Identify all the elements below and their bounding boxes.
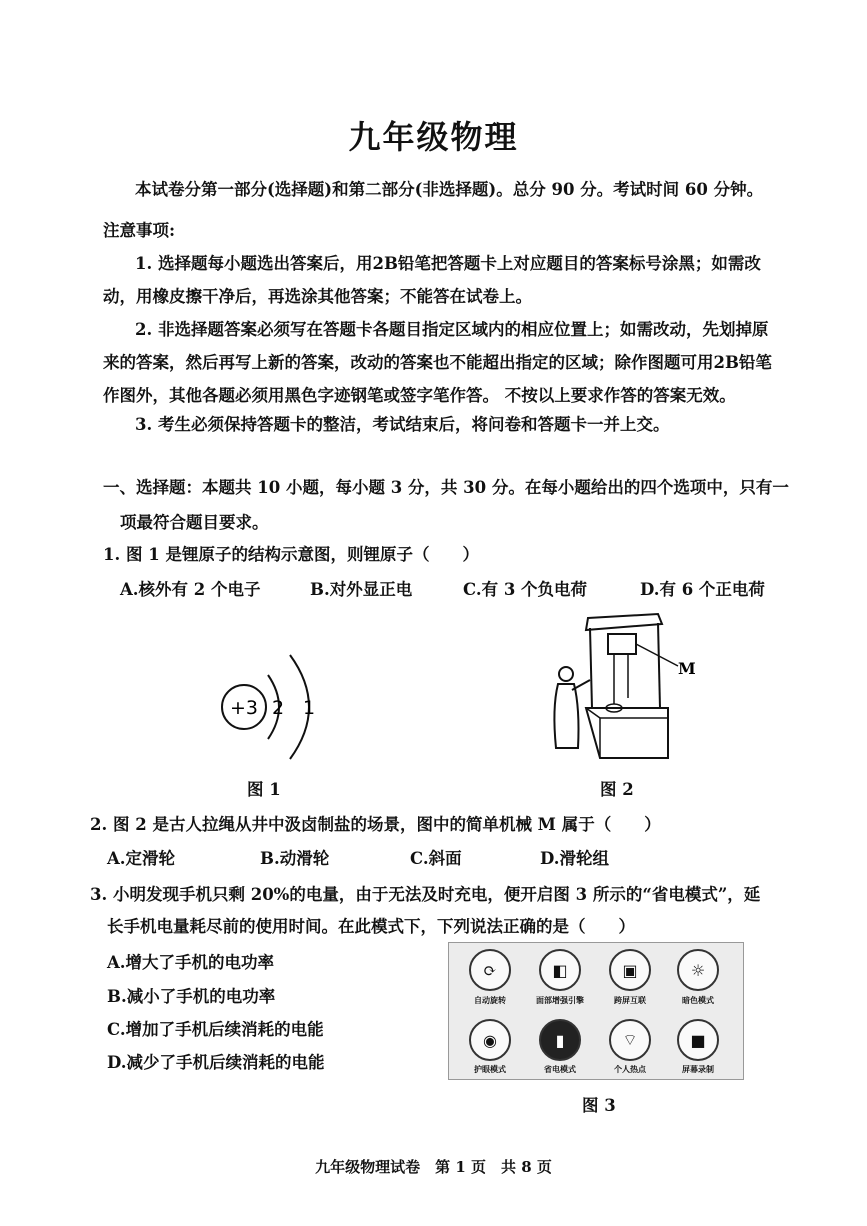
q2-option-c: C.斜面 xyxy=(410,849,462,868)
tile-label: 暗色模式 xyxy=(682,996,714,1005)
notice-item-1-line-1: 1. 选择题每小题选出答案后，用2B铅笔把答题卡上对应题目的答案标号涂黑；如需改 xyxy=(135,254,761,273)
q1-stem: 1. 图 1 是锂原子的结构示意图，则锂原子（ ） xyxy=(103,545,479,564)
q2-option-d: D.滑轮组 xyxy=(540,849,609,868)
exam-intro: 本试卷分第一部分(选择题)和第二部分(非选择题)。总分 90 分。考试时间 60 分钟。 xyxy=(135,180,764,199)
eye-icon: ◉ xyxy=(469,1019,511,1061)
shell-2-electrons: 1 xyxy=(302,697,316,719)
notice-item-2-line-1: 2. 非选择题答案必须写在答题卡各题目指定区域内的相应位置上；如需改动，先划掉原 xyxy=(135,320,769,339)
q1-option-c: C.有 3 个负电荷 xyxy=(463,580,588,599)
battery-icon: ▮ xyxy=(539,1019,581,1061)
figure-3-caption: 图 3 xyxy=(582,1096,616,1115)
q3-option-d: D.减少了手机后续消耗的电能 xyxy=(107,1053,325,1072)
rotate-icon: ⟳ xyxy=(469,949,511,991)
q3-stem-line-2: 长手机电量耗尽前的使用时间。在此模式下，下列说法正确的是（ ） xyxy=(107,917,635,936)
q1-option-d: D.有 6 个正电荷 xyxy=(640,580,765,599)
page-title: 九年级物理 xyxy=(348,118,519,156)
q3-option-a: A.增大了手机的电功率 xyxy=(107,953,275,972)
sun-icon: ☼ xyxy=(677,949,719,991)
q1-option-b: B.对外显正电 xyxy=(310,580,413,599)
figure-3-phone-panel xyxy=(448,942,744,1080)
figure-2-caption: 图 2 xyxy=(600,780,634,799)
tile-label: 个人热点 xyxy=(614,1065,646,1074)
section-1-line-2: 项最符合题目要求。 xyxy=(120,513,269,532)
q1-option-a: A.核外有 2 个电子 xyxy=(120,580,261,599)
q3-option-c: C.增加了手机后续消耗的电能 xyxy=(107,1020,324,1039)
tile-label: 跨屏互联 xyxy=(614,996,646,1005)
tile-label: 护眼模式 xyxy=(474,1065,506,1074)
notice-item-2-line-2: 来的答案，然后再写上新的答案，改动的答案也不能超出指定的区域；除作图题可用2B铅笔 xyxy=(103,353,772,372)
figure-2-well-illustration xyxy=(548,608,708,768)
q3-option-b: B.减小了手机的电功率 xyxy=(107,987,276,1006)
notice-item-1-line-2: 动，用橡皮擦干净后，再选涂其他答案；不能答在试卷上。 xyxy=(103,287,532,306)
notice-item-2-line-3: 作图外，其他各题必须用黑色字迹钢笔或签字笔作答。 不按以上要求作答的答案无效。 xyxy=(103,386,736,405)
figure-1-atom-diagram xyxy=(210,645,330,770)
notice-item-3: 3. 考生必须保持答题卡的整洁，考试结束后，将问卷和答题卡一并上交。 xyxy=(135,415,670,434)
pulley-m xyxy=(608,634,636,654)
nucleus-charge: +3 xyxy=(229,697,259,719)
page-footer: 九年级物理试卷 第 1 页 共 8 页 xyxy=(315,1158,552,1176)
notice-heading: 注意事项: xyxy=(103,221,176,240)
q2-option-b: B.动滑轮 xyxy=(260,849,330,868)
shell-1-electrons: 2 xyxy=(271,697,285,719)
q2-stem: 2. 图 2 是古人拉绳从井中汲卤制盐的场景，图中的简单机械 M 属于（ ） xyxy=(90,815,661,834)
hotspot-icon: ⌔ xyxy=(609,1019,651,1061)
tile-label: 省电模式 xyxy=(544,1065,576,1074)
label-m: M xyxy=(678,659,696,678)
section-1-line-1: 一、选择题：本题共 10 小题，每小题 3 分，共 30 分。在每小题给出的四个选项中，只有一 xyxy=(103,478,789,497)
tile-label: 屏幕录制 xyxy=(682,1065,714,1074)
q2-option-a: A.定滑轮 xyxy=(107,849,176,868)
tile-label: 面部增强引擎 xyxy=(536,996,584,1005)
record-icon: ■ xyxy=(677,1019,719,1061)
tile-label: 自动旋转 xyxy=(474,996,506,1005)
figure-1-caption: 图 1 xyxy=(247,780,281,799)
q3-stem-line-1: 3. 小明发现手机只剩 20%的电量，由于无法及时充电，便开启图 3 所示的“省电模式”，延 xyxy=(90,885,761,904)
contrast-icon: ◧ xyxy=(539,949,581,991)
cast-icon: ▣ xyxy=(609,949,651,991)
